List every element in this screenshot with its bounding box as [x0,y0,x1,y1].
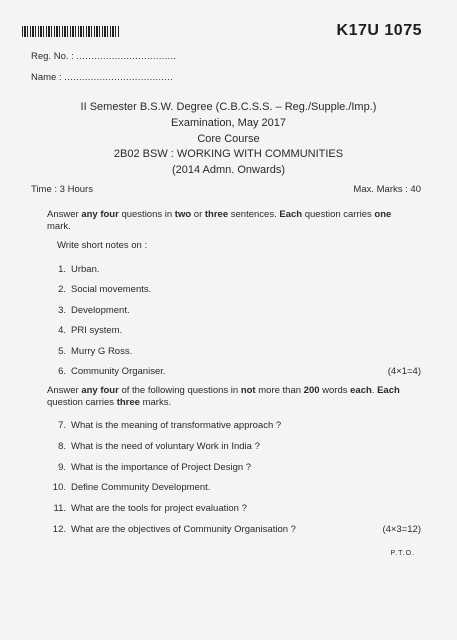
paper-code: K17U 1075 [336,22,422,39]
part1-subheading: Write short notes on : [57,240,148,251]
part2-instructions: Answer any four of the following questions in not more than 200 words each. Each question carries three marks. [47,385,400,408]
name-field [31,72,173,83]
reg-no-label: Reg. No. : [31,51,74,62]
part1-instructions: Answer any four questions in two or three sentences. Each question carries one mark. [47,209,392,232]
exam-session: Examination, May 2017 [171,117,286,129]
course-type: Core Course [197,133,260,145]
part1-marks-scheme: (4×1=4) [387,366,421,377]
course-title: 2B02 BSW : WORKING WITH COMMUNITIES [113,148,344,160]
max-marks: Max. Marks : 40 [353,184,421,195]
exam-page: K17U 1075 Reg. No. : .................................. Name : ..................................... II Semester B.S.W. Degree (C.B.C.S.S. – Reg./Supple./Imp.) Examination, May 2017 Core Course 2B02 BSW : WORKING WITH COMMUNITIES (2014 Admn. Onwards) Time : 3 Hours Max. Marks : 40 Answer any four questions in two or three sentences. Each question carries one mark. Write short notes on : 1. Urban. 2. Social movements. 3. Development. 4. PRI system. 5. Murry G Ross. 6. Community Organiser. (4×1=4) Answer any four of the following questions in not more than 200 words each. Each question carries three marks. 7. What is the meaning of transformative approach ? 8. What is the need of voluntary Work in India ? 9. What is the importance of Project Design ? 10. Define Community Development. 11. What are the tools for project evaluation ? 12. What are the objectives of Community Organisation ? (4×3=12) P.T.O. [0,0,457,640]
time-allowed: Time : 3 Hours [31,184,93,195]
reg-no-field [31,51,176,62]
reg-no-dots: .................................. [76,51,177,62]
exam-title: II Semester B.S.W. Degree (C.B.C.S.S. – Reg./Supple./Imp.) [80,101,377,113]
barcode [22,26,120,37]
part2-marks-scheme: (4×3=12) [382,524,421,535]
pto-note: P.T.O. [390,550,415,557]
name-label: Name : [31,72,62,83]
name-dots: ..................................... [64,72,174,83]
admission-note: (2014 Admn. Onwards) [171,164,286,176]
